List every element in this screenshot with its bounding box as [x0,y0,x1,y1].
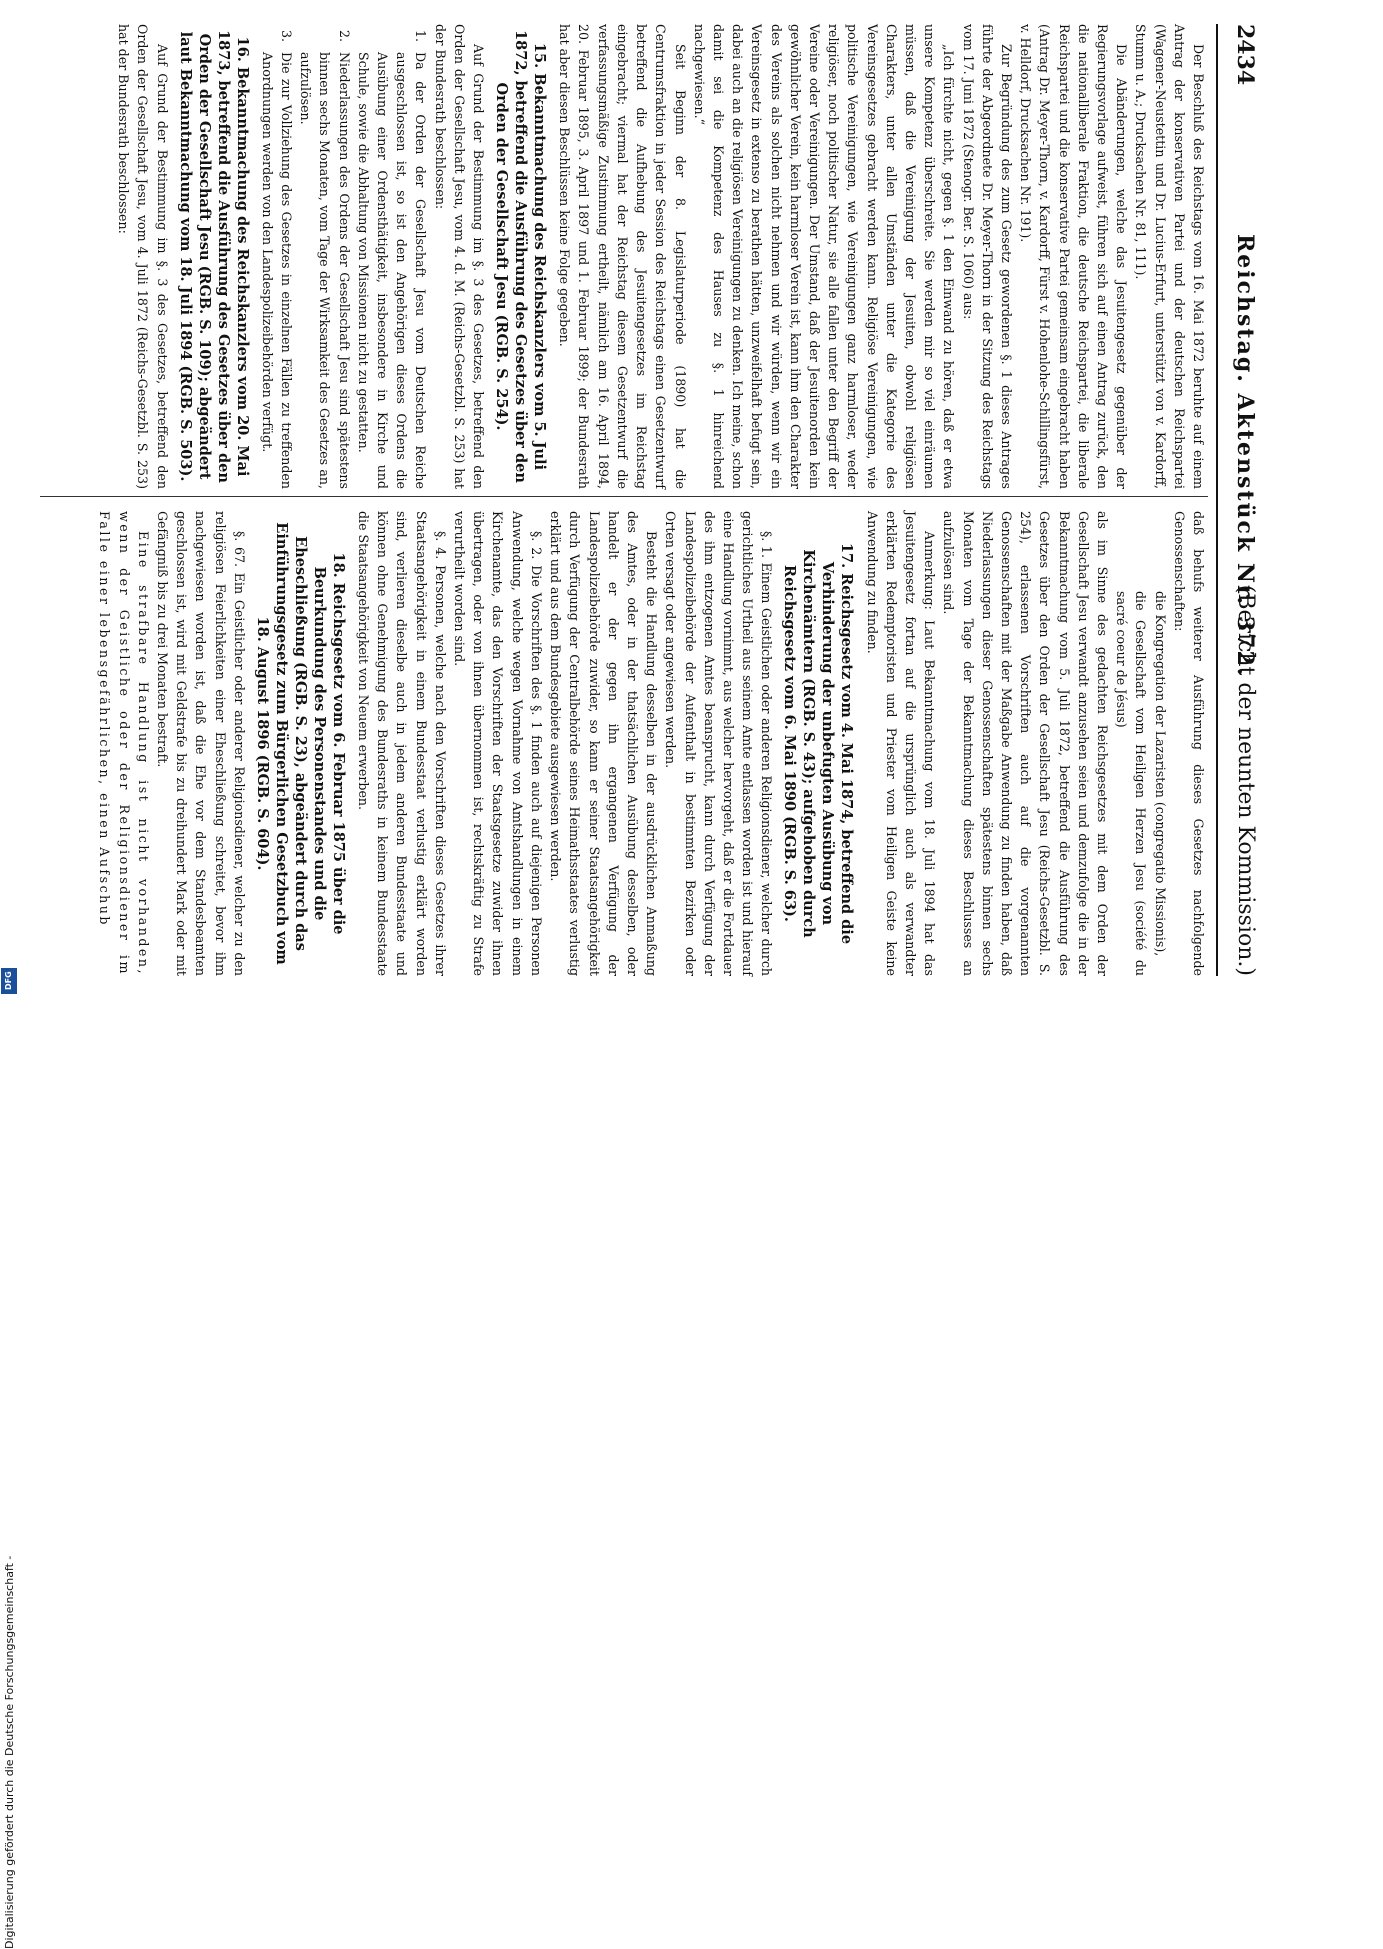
paragraph: Auf Grund der Bestimmung im §. 3 des Gesetzes, betreffend den Orden der Gesellschaft Jesu, vom 4. d. M. (Reichs-Gesetzbl. S. 253) hat der Bundesrath beschlossen: [432,24,487,489]
paragraph: Seit Beginn der 8. Legislaturperiode (1890) hat die Centrumsfraktion in jeder Session des Reichstags einen Gesetzentwurf betreffend die Aufhebung des Jesuitengesetzes im Reichstag eingebracht; viermal hat der Reichstag diesem Gesetzentwurf die verfassungsmäßige Zustimmung ertheilt, nämlich am 16. April 1894, 20. Februar 1895, 3. April 1897 und 1. Februar 1899; der Bundesrath hat aber diesen Beschlüssen keine Folge gegeben. [557,24,688,489]
order-name: die Kongregation der Lazaristen (congregatio Missionis), [1152,591,1168,957]
paragraph: Die Abänderungen, welche das Jesuitengesetz gegenüber der Regierungsvorlage aufweist, führen sich auf einen Antrag zurück, den die nationalliberale Fraktion, die deutsche Reichspartei, die liberale Reichspartei und die konservative Partei gemeinsam eingebracht haben (Antrag Dr. Meyer-Thorn, v. Kardorff, Fürst v. Hohenlohe-Schillingsfürst, v. Helldorf, Drucksachen Nr. 191). [1018,24,1130,489]
list-item [354,24,431,489]
running-title: Reichstag. Aktenstück Nr. 372. [1232,234,1258,678]
paragraph: Der Beschluß des Reichstags vom 16. Mai 1872 beruhte auf einem Antrag der konservativen Partei und der deutschen Reichspartei (Wagener-Neustettin und Dr. Lucius-Erfurt, unterstützt von v. Kardorff, Stumm u. A.; Drucksachen Nr. 81, 111). [1133,24,1206,489]
ordinance-list [258,24,431,489]
list-number: 3. [279,30,295,43]
list-text: Niederlassungen des Ordens der Gesellschaft Jesu sind spätestens binnen sechs Monaten, vom Tage der Wirksamkeit des Gesetzes an, aufzulösen. [298,52,352,489]
column-divider [40,496,1208,497]
digitization-footer [0,0,20,1949]
list-number: 2. [336,30,352,43]
digitization-note: Digitalisierung gefördert durch die Deutsche Forschungsgemeinschaft - [3,1555,16,1949]
paragraph: §. 4. Personen, welche nach den Vorschriften dieses Gesetzes ihrer Staatsangehörigkeit in einem Bundesstaat verlustig erklärt worden sind, verlieren dieselbe auch in jedem anderen Bundesstaate und können ohne Genehmigung des Bundesraths in keinem Bundesstaate die Staatsangehörigkeit von Neuem erwerben. [356,511,448,976]
section-title: (Bericht der neunten Kommission.) [1233,584,1258,976]
page-header [1222,24,1262,976]
page-number: 2434 [1232,24,1258,86]
paragraph: §. 67. Ein Geistlicher oder anderer Religionsdiener, welcher zu den religiösen Feierlichkeiten einer Eheschließung schreitet, bevor ihm nachgewiesen worden ist, daß die Ehe vor dem Standesbeamten geschlossen ist, wird mit Geldstrafe bis zu dreihundert Mark oder mit Gefängniß bis zu drei Monaten bestraft. [155,511,247,976]
paragraph: daß behufs weiterer Ausführung dieses Gesetzes nachfolgende Genossenschaften: [1171,511,1206,976]
section-heading-18: 18. Reichsgesetz vom 6. Februar 1875 über die Beurkundung des Personenstandes und die Eheschließung (RGB. S. 23), abgeändert durch das Einführungsgesetz zum Bürgerlichen Gesetzbuch vom 18. August 1896 (RGB. S. 604). [253,522,347,965]
paragraph: §. 1. Einem Geistlichen oder anderen Religionsdiener, welcher durch gerichtliches Urtheil aus seinem Amte entlassen worden ist und hierauf eine Handlung vornimmt, aus welcher hervorgeht, daß er die Fortdauer des ihm entzogenen Amtes beansprucht, kann durch Verfügung der Landespolizeibehörde der Aufenthalt in bestimmten Bezirken oder Orten versagt oder angewiesen werden. [663,511,775,976]
list-number: 1. [413,30,429,43]
list-text: Da der Orden der Gesellschaft Jesu vom Deutschen Reiche ausgeschlossen ist, so ist den Angehörigen dieses Ordens die Ausübung einer Ordensthätigkeit, insbesondere in Kirche und Schule, sowie die Abhaltung von Missionen nicht zu gestatten. [355,52,429,489]
paragraph: Zur Begründung des zum Gesetz gewordenen §. 1 dieses Antrages führte der Abgeordnete Dr. Meyer-Thorn in der Sitzung des Reichstags vom 17. Juni 1872 (Stenogr. Ber. S. 1060) aus: [960,24,1014,489]
paragraph: §. 2. Die Vorschriften des §. 1 finden auch auf diejenigen Personen Anwendung, welche wegen Vornahme von Amtshandlungen in einem Kirchenamte, das den Vorschriften der Staatsgesetze zuwider ihnen übertragen, oder von ihnen übernommen ist, rechtskräftig zu Strafe verurtheilt worden sind. [452,511,544,976]
scanned-page [10,0,1270,1000]
section-heading-15: 15. Bekanntmachung des Reichskanzlers vom 5. Juli 1872, betreffend die Ausführung des Gesetzes über den Orden der Gesellschaft Jesu (RGB. S. 254). [493,30,549,483]
paragraph: als im Sinne des gedachten Reichsgesetzes mit dem Orden der Gesellschaft Jesu verwandt anzusehen seien und demzufolge die in der Bekanntmachung vom 5. Juli 1872, betreffend die Ausführung des Gesetzes über den Orden der Gesellschaft Jesu (Reichs-Gesetzbl. S. 254), erlassenen Vorschriften auch auf die vorgenannten Genossenschaften mit der Maßgabe Anwendung zu finden haben, daß Niederlassungen dieser Genossenschaften spätestens binnen sechs Monaten vom Tage der Bekanntmachung dieses Beschlusses an aufzulösen sind. [941,511,1110,976]
quotation: „Ich fürchte nicht, gegen §. 1 den Einwand zu hören, daß er etwa unsere Kompetenz überschreite. Sie werden mir so viel einräumen müssen, daß die Vereinigung der Jesuiten, obwohl religiösen Charakters, unter allen Umständen unter die Kategorie des Vereinsgesetzes gebracht werden kann. Religiöse Vereinigungen, wie politische Vereinigungen, wie Vereinigungen ganz harmloser, weder religiöser, noch politischer Natur, sie alle fallen unter den Begriff der Vereine oder Vereinigungen. Der Umstand, daß der Jesuitenorden kein gewöhnlicher Verein, kein harmloser Verein ist, kann ihm den Charakter des Vereins als solchen nicht nehmen und wir würden, wenn wir ein Vereinsgesetz in extenso zu berathen hätten, unzweifelhaft befugt sein, dabei auch an die religiösen Vereinigungen zu denken. Ich meine, schon damit sei die Kompetenz des Hauses zu §. 1 hinreichend nachgewiesen.“ [691,24,957,489]
dfg-logo-icon: DFG [1,968,17,994]
list-item [296,24,354,489]
header-rule [1216,24,1218,976]
left-column [40,24,1208,489]
paragraph: Besteht die Handlung desselben in der ausdrücklichen Anmaßung des Amtes, oder in der thatsächlichen Ausübung desselben, oder handelt er der gegen ihn ergangenen Verfügung der Landespolizeibehörde zuwider, so kann er seiner Staatsangehörigkeit durch Verfügung der Centralbehörde seines Heimathsstaates verlustig erklärt und aus dem Bundesgebiete ausgewiesen werden. [548,511,660,976]
paragraph: Eine strafbare Handlung ist nicht vorhanden, wenn der Geistliche oder der Religionsdiener im Falle einer lebensgefährlichen, einen Aufschub [97,511,151,976]
list-text: Die zur Vollziehung des Gesetzes in einzelnen Fällen zu treffenden Anordnungen werden von den Landespolizeibehörden verfügt. [259,52,295,489]
paragraph: Auf Grund der Bestimmung im §. 3 des Gesetzes, betreffend den Orden der Gesellschaft Jesu, vom 4. Juli 1872 (Reichs-Gesetzbl. S. 253) hat der Bundesrath beschlossen: [116,24,170,489]
section-heading-16: 16. Bekanntmachung des Reichskanzlers vom 20. Mai 1873, betreffend die Ausführung des Gesetzes über den Orden der Gesellschaft Jesu (RGB. S. 109); abgeändert laut Bekanntmachung vom 18. Juli 1894 (RGB. S. 503). [176,30,251,483]
list-item [258,24,296,489]
right-column [40,511,1208,976]
order-name: die Gesellschaft vom Heiligen Herzen Jesu (société du sacré coeur de Jésus) [1114,591,1149,976]
section-heading-17: 17. Reichsgesetz vom 4. Mai 1874, betreffend die Verhinderung der unbefugten Ausübung von Kirchenämtern (RGB. S. 43); aufgehoben durch Reichsgesetz vom 6. Mai 1890 (RGB. S. 63). [781,542,856,945]
note: Anmerkung: Laut Bekanntmachung vom 18. Juli 1894 hat das Jesuitengesetz fortan auf die ursprünglich auch als verwandter erklärten Redemptoristen und Priester vom Heiligen Geiste keine Anwendung zu finden. [864,511,938,976]
